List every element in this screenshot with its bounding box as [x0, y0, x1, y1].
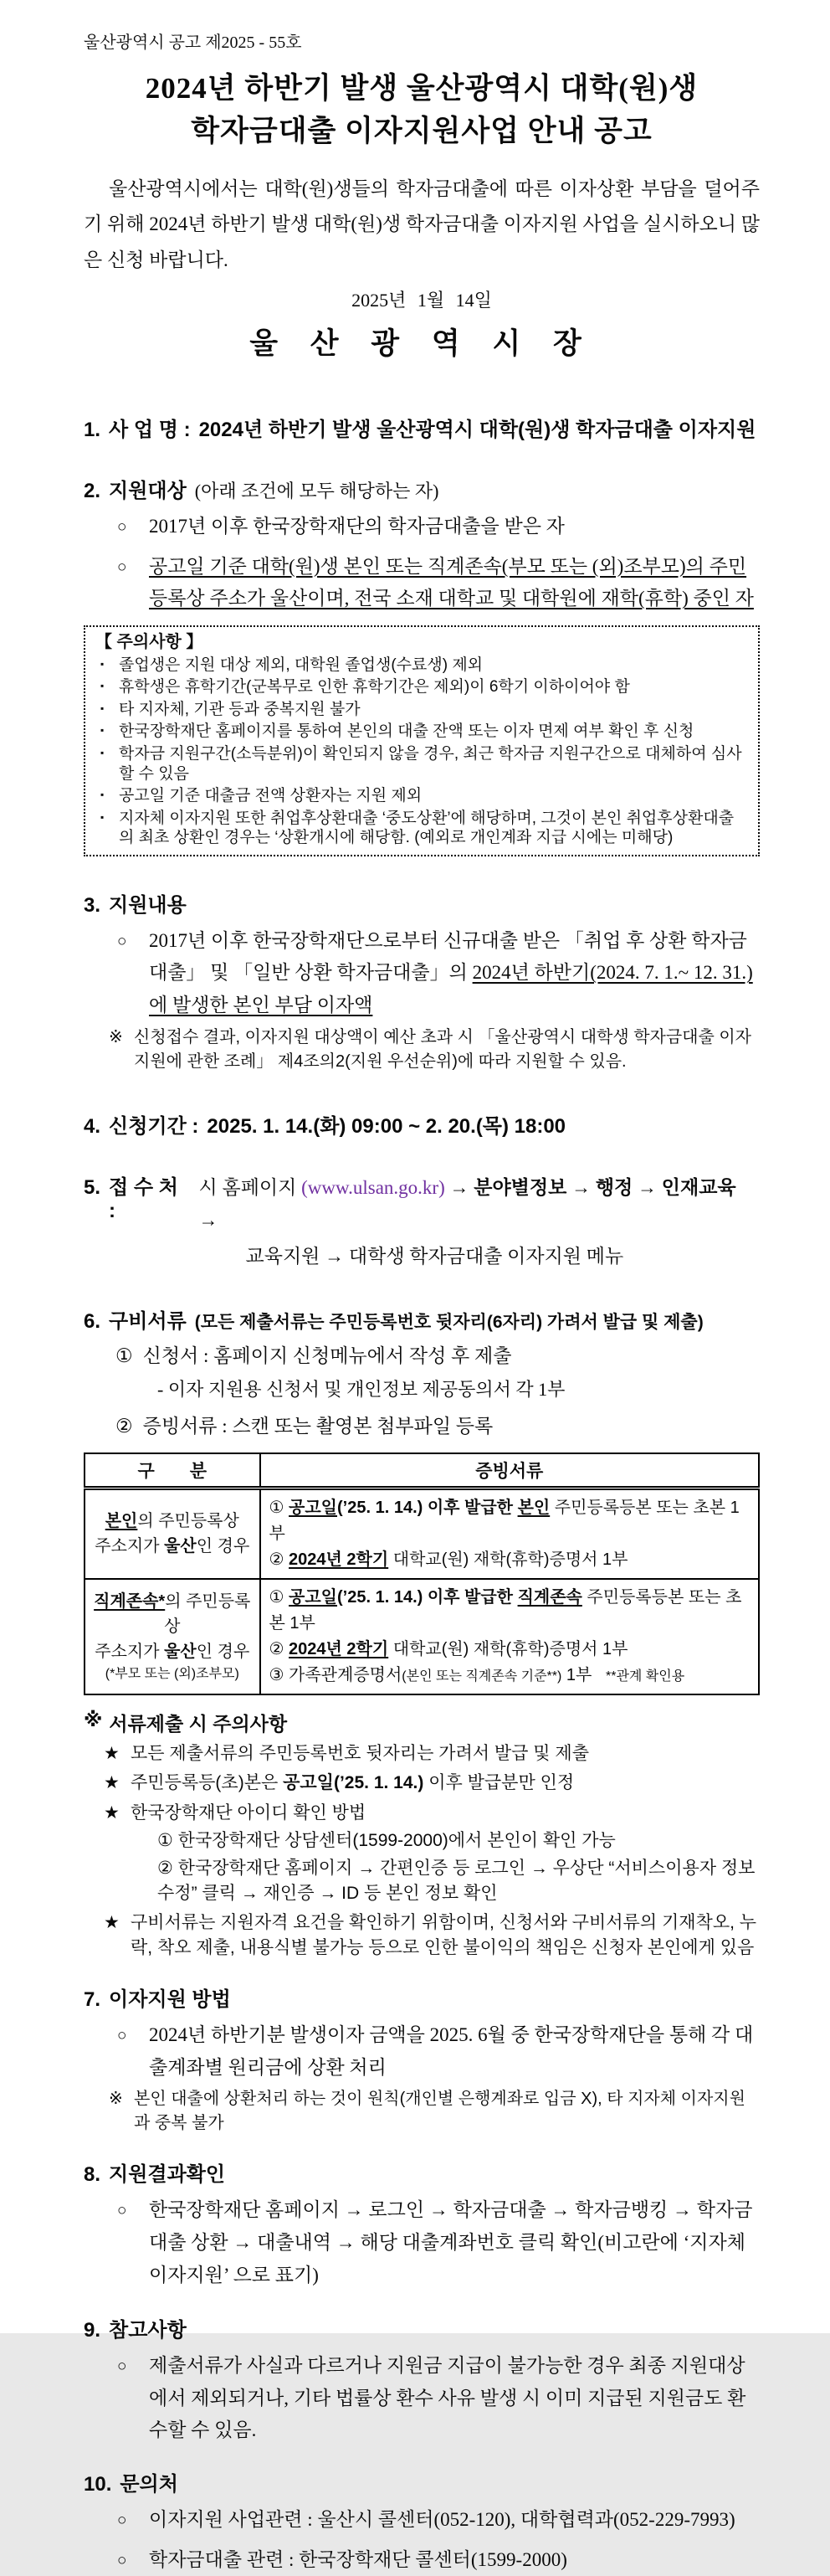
section-title-note: (아래 조건에 모두 해당하는 자): [194, 481, 439, 502]
support-detail-underlined: 2024년 하반기(2024. 7. 1.~ 12. 31.)에 발생한 본인 부담 이자액: [149, 962, 753, 1015]
required-doc-item-1-sub: - 이자 지원용 신청서 및 개인정보 제공동의서 각 1부: [157, 1378, 566, 1400]
required-doc-item-2-text: 증빙서류 : 스캔 또는 촬영본 첨부파일 등록: [142, 1415, 494, 1437]
submission-note-1-text: 모든 제출서류의 주민등록번호 뒷자리는 가려서 발급 및 제출: [131, 1743, 589, 1763]
square-bullet-icon: ▪: [100, 724, 105, 737]
caution-item-text: 타 지자체, 기관 등과 중복지원 불가: [119, 700, 361, 718]
section-title: 사 업 명 :: [109, 419, 191, 442]
support-method-text: 2024년 하반기분 발생이자 금액을 2025. 6월 중 한국장학재단을 통해 각 대출계좌별 원리금에 상환 처리: [149, 2024, 754, 2078]
category-text: 의 주민등록상: [164, 1591, 251, 1636]
budget-note-text: 신청접수 결과, 이자지원 대상액이 예산 초과 시 「울산광역시 대학생 학자금대출 이자지원에 관한 조례」 제4조의2(지원 우선순위)에 따라 지원할 수 있음.: [134, 1027, 752, 1071]
square-bullet-icon: ▪: [100, 702, 105, 714]
evidence-text: 대학교(원) 재학(휴학)증명서 1부: [388, 1639, 628, 1658]
section-4-application-period: [84, 1109, 760, 1139]
business-name-value: 2024년 하반기 발생 울산광역시 대학(원)생 학자금대출 이자지원: [198, 419, 756, 442]
section-title-note: (모든 제출서류는 주민등록번호 뒷자리(6자리) 가려서 발급 및 제출): [194, 1312, 704, 1332]
submission-note-2: [84, 1771, 760, 1796]
row-ascendant-category: [85, 1579, 260, 1694]
result-check-text: 한국장학재단 홈페이지 → 로그인 → 학자금대출 → 학자금뱅킹 → 학자금대출 상환 → 대출내역 → 해당 대출계좌번호 클릭 확인(비고란에 ‘지자체 이자지원’ 으로 표기): [149, 2199, 753, 2285]
table-header-row: [85, 1453, 759, 1489]
caution-item-text: 한국장학재단 홈페이지를 통하여 본인의 대출 잔액 또는 이자 면제 여부 확인 후 신청: [119, 722, 694, 741]
category-text: 주소지가: [95, 1642, 165, 1661]
square-bullet-icon: ▪: [100, 789, 105, 801]
caution-item-text: 졸업생은 지원 대상 제외, 대학원 졸업생(수료생) 제외: [119, 656, 484, 674]
repayment-note-text: 본인 대출에 상환처리 하는 것이 원칙(개인별 은행계좌로 입금 X), 타 지자체 이자지원과 중복 불가: [134, 2090, 745, 2133]
evidence-line: [269, 1663, 751, 1689]
reference-mark-icon: ※: [109, 1027, 123, 1046]
note-text: 이후 발급분만 인정: [423, 1773, 575, 1793]
section-title: 지원대상: [109, 480, 187, 503]
circle-bullet-icon: ○: [117, 2202, 127, 2220]
caution-item-text: 공고일 기준 대출금 전액 상환자는 지원 제외: [119, 787, 423, 805]
evidence-line: [269, 1495, 751, 1547]
evidence-text: 주민등록등본 또는 초본 1부: [269, 1498, 740, 1543]
star-bullet-icon: ★: [104, 1913, 120, 1933]
submission-note-4: [84, 1910, 760, 1961]
section-number: 2.: [84, 480, 101, 503]
category-text: 인 경우: [196, 1537, 250, 1556]
caution-item-text: 휴학생은 휴학기간(군복무로 인한 휴학기간은 제외)이 6학기 이하이어야 함: [119, 678, 630, 697]
reference-item: [84, 2350, 760, 2447]
menu-step: 인재교육: [661, 1175, 736, 1198]
menu-step: 분야별정보: [474, 1175, 567, 1198]
eligibility-item-2-text: 공고일 기준 대학(원)생 본인 또는 직계존속(부모 또는 (외)조부모)의 주민등록상 주소가 울산이며, 전국 소재 대학교 및 대학원에 재학(휴학) 중인 자: [149, 555, 754, 609]
circled-number-icon: ①: [115, 1345, 133, 1366]
support-detail-text: [149, 925, 760, 1022]
caution-item: [95, 656, 748, 676]
emph-semester: 2024년 2학기: [289, 1550, 389, 1569]
arrow-icon: →: [571, 1176, 592, 1198]
doc-title-line1: 2024년 하반기 발생 울산광역시 대학(원)생: [145, 72, 699, 105]
emph-date: 공고일: [289, 1587, 338, 1607]
section-2-eligibility: [84, 474, 760, 503]
submission-notes-title-text: 서류제출 시 주의사항: [109, 1712, 288, 1735]
section-title: 구비서류: [109, 1309, 187, 1333]
contact-item-2-text: 학자금대출 관련 : 한국장학재단 콜센터(1599-2000): [149, 2548, 567, 2570]
circled-number-icon: ②: [115, 1415, 133, 1437]
bold-text: (’25. 1. 14.) 이후 발급한: [337, 1498, 518, 1517]
id-check-method-1: ① 한국장학재단 상담센터(1599-2000)에서 본인이 확인 가능: [157, 1831, 616, 1851]
circle-bullet-icon: ○: [117, 932, 127, 950]
evidence-text: 가족관계증명서: [289, 1665, 402, 1684]
caution-item-text: 지자체 이자지원 또한 취업후상환대출 ‘중도상환’에 해당하며, 그것이 본인 취업후상환대출의 최초 상환인 경우는 ‘상환개시에 해당함. (예외로 개인계좌 지급 시에는 미해당): [119, 809, 735, 847]
contact-item-1-text: 이자지원 사업관련 : 울산시 콜센터(052-120), 대학협력과(052-229-7993): [149, 2509, 735, 2531]
table-row-lineal-ascendant: [85, 1579, 759, 1694]
arrow-icon: →: [449, 1176, 469, 1198]
section-7-support-method: [84, 1982, 760, 2012]
circle-bullet-icon: ○: [117, 558, 127, 576]
section-9-references: [84, 2313, 760, 2342]
section-number: 9.: [84, 2319, 101, 2342]
star-bullet-icon: ★: [104, 1803, 120, 1823]
caution-item: [95, 677, 748, 697]
section-title: 신청기간 :: [109, 1114, 199, 1138]
circled-number-icon: ①: [269, 1498, 284, 1517]
reference-text: 제출서류가 사실과 다르거나 지원금 지급이 불가능한 경우 최종 지원대상에서 제외되거나, 기타 법률상 환수 사유 발생 시 이미 지급된 지원금도 환수할 수 있음.: [149, 2355, 746, 2441]
row-self-evidence: [260, 1488, 759, 1579]
evidence-line: [269, 1547, 751, 1573]
announcement-date: 2025년 1월 14일: [351, 290, 492, 311]
support-detail-item: [84, 925, 760, 1022]
category-text: 인 경우: [196, 1642, 250, 1661]
section-number: 6.: [84, 1309, 101, 1333]
required-doc-item-2: [84, 1411, 760, 1442]
circle-bullet-icon: ○: [117, 2551, 127, 2569]
section-number: 5.: [84, 1175, 101, 1199]
caution-item: [95, 786, 748, 806]
contact-item-1: [84, 2504, 760, 2537]
circle-bullet-icon: ○: [117, 2357, 127, 2376]
emph-date: 공고일(’25. 1. 14.): [283, 1773, 424, 1793]
section-title: 지원내용: [109, 893, 187, 917]
support-detail-lead: 2017년 이후 한국장학재단으로부터 신규대출 받은 「취업 후 상환 학자금대출」 및 「일반 상환 학자금대출」의: [149, 929, 747, 984]
square-bullet-icon: ▪: [100, 747, 105, 758]
row-ascendant-evidence: [260, 1579, 759, 1694]
caution-item: [95, 722, 748, 742]
note-text: 주민등록등(초)본은: [131, 1773, 284, 1793]
caution-item: [95, 809, 748, 848]
col-header-evidence: 증빙서류: [260, 1453, 759, 1489]
emph-ulsan: 울산: [164, 1537, 197, 1556]
caution-item: [95, 700, 748, 720]
apply-path-line2: 교육지원 → 대학생 학자금대출 이자지원 메뉴: [245, 1245, 624, 1267]
menu-step: 행정: [595, 1175, 633, 1198]
result-check-item: [84, 2194, 760, 2291]
required-doc-item-1: [84, 1341, 760, 1372]
evidence-text: 주민등록등본 또는 초본 1부: [269, 1587, 742, 1632]
circled-number-icon: ②: [269, 1550, 284, 1569]
section-5-where-to-apply: [84, 1170, 760, 1273]
evidence-line: [269, 1585, 751, 1637]
contact-item-2: [84, 2544, 760, 2576]
square-bullet-icon: ▪: [100, 657, 105, 670]
doc-title: [84, 68, 760, 153]
required-documents-table: [84, 1453, 760, 1695]
row-self-category: [85, 1488, 260, 1579]
circle-bullet-icon: ○: [117, 518, 127, 537]
category-text: 주소지가: [95, 1537, 165, 1556]
evidence-footnote: **관계 확인용: [605, 1668, 685, 1684]
emph-self: 본인: [517, 1498, 551, 1517]
circled-number-icon: ②: [269, 1639, 284, 1658]
budget-note: [84, 1026, 760, 1074]
evidence-footnote: (본인 또는 직계존속 기준**): [402, 1668, 562, 1684]
col-header-category: 구 분: [85, 1453, 260, 1489]
submission-notes-title: [84, 1709, 760, 1736]
circle-bullet-icon: ○: [117, 2027, 127, 2045]
evidence-text: 1부: [561, 1665, 592, 1684]
caution-box-title: 【 주의사항 】: [95, 633, 203, 652]
caution-box: [84, 625, 760, 856]
submission-note-4-text: 구비서류는 지원자격 요건을 확인하기 위함이며, 신청서와 구비서류의 기재착오, 누락, 착오 제출, 내용식별 불가능 등으로 인한 불이익의 책임은 신청자 본인에게 있음: [131, 1913, 757, 1958]
section-number: 10.: [84, 2473, 112, 2496]
circle-bullet-icon: ○: [117, 2512, 127, 2530]
eligibility-item-1-text: 2017년 이후 한국장학재단의 학자금대출을 받은 자: [149, 516, 565, 537]
support-method-item: [84, 2019, 760, 2084]
section-3-support-details: [84, 888, 760, 918]
intro-paragraph: 울산광역시에서는 대학(원)생들의 학자금대출에 따른 이자상환 부담을 덜어주기 위해 2024년 하반기 발생 대학(원)생 학자금대출 이자지원 사업을 실시하오니 많은 신청 바랍니다.: [84, 177, 760, 270]
section-number: 8.: [84, 2163, 101, 2187]
section-title: 참고사항: [109, 2319, 187, 2342]
square-bullet-icon: ▪: [100, 680, 105, 692]
application-period-value: 2025. 1. 14.(화) 09:00 ~ 2. 20.(목) 18:00: [207, 1114, 566, 1138]
submission-note-3-text: 한국장학재단 아이디 확인 방법: [131, 1803, 366, 1823]
issuer-mayor-title: 울 산 광 역 시 장: [249, 327, 594, 361]
square-bullet-icon: ▪: [100, 810, 105, 823]
category-text: 의 주민등록상: [137, 1512, 239, 1531]
bold-text: (’25. 1. 14.) 이후 발급한: [337, 1587, 518, 1607]
emph-date: 공고일: [289, 1498, 338, 1517]
circled-number-icon: ③: [269, 1665, 284, 1684]
caution-item-text: 학자금 지원구간(소득분위)이 확인되지 않을 경우, 최근 학자금 지원구간으로 대체하여 심사할 수 있음: [119, 745, 742, 783]
evidence-line: [269, 1637, 751, 1663]
eligibility-item-2: [84, 551, 760, 615]
section-6-required-documents: [84, 1304, 760, 1334]
evidence-text: 대학교(원) 재학(휴학)증명서 1부: [388, 1550, 628, 1569]
repayment-note: [84, 2087, 760, 2136]
doc-title-line2: 학자금대출 이자지원사업 안내 공고: [191, 114, 653, 147]
ulsan-homepage-link[interactable]: (www.ulsan.go.kr): [301, 1176, 445, 1198]
circled-number-icon: ①: [269, 1587, 284, 1607]
emph-self: 본인: [105, 1512, 138, 1531]
eligibility-item-1: [84, 511, 760, 543]
reference-mark-icon: ※: [84, 1708, 103, 1730]
section-10-contacts: [84, 2467, 760, 2496]
reference-mark-icon: ※: [109, 2090, 123, 2109]
emph-ulsan: 울산: [164, 1642, 197, 1661]
apply-path-prefix: 시 홈페이지: [198, 1176, 302, 1198]
submission-note-2-text: [131, 1771, 574, 1796]
arrow-icon: →: [638, 1176, 658, 1198]
star-bullet-icon: ★: [104, 1743, 120, 1763]
caution-item: [95, 744, 748, 784]
emph-semester: 2024년 2학기: [289, 1639, 389, 1658]
notice-number: 울산광역시 공고 제2025 - 55호: [84, 33, 302, 52]
section-number: 3.: [84, 893, 101, 917]
emph-ascendant: 직계존속*: [94, 1591, 166, 1611]
table-row-self: [85, 1488, 759, 1579]
required-doc-item-1-text: 신청서 : 홈페이지 신청메뉴에서 작성 후 제출: [142, 1345, 512, 1366]
submission-note-1: [84, 1741, 760, 1766]
section-title: 문의처: [120, 2473, 178, 2496]
arrow-icon: →: [198, 1209, 218, 1231]
section-number: 7.: [84, 1988, 101, 2012]
section-title: 지원결과확인: [109, 2163, 226, 2187]
apply-path: [199, 1171, 760, 1273]
section-1-business-name: [84, 413, 760, 442]
id-check-method-2: ② 한국장학재단 홈페이지 → 간편인증 등 로그인 → 우상단 “서비스이용자 정보수정” 클릭 → 재인증 → ID 등 본인 정보 확인: [157, 1858, 756, 1903]
star-bullet-icon: ★: [104, 1773, 120, 1793]
submission-note-3: [84, 1801, 760, 1826]
section-8-result-check: [84, 2157, 760, 2187]
section-number: 4.: [84, 1114, 101, 1138]
section-title: 접 수 처 :: [109, 1175, 178, 1222]
section-title: 이자지원 방법: [109, 1988, 231, 2012]
category-footnote: (*부모 또는 (외)조부모): [105, 1666, 239, 1681]
section-number: 1.: [84, 419, 101, 442]
emph-ascendant: 직계존속: [517, 1587, 582, 1607]
